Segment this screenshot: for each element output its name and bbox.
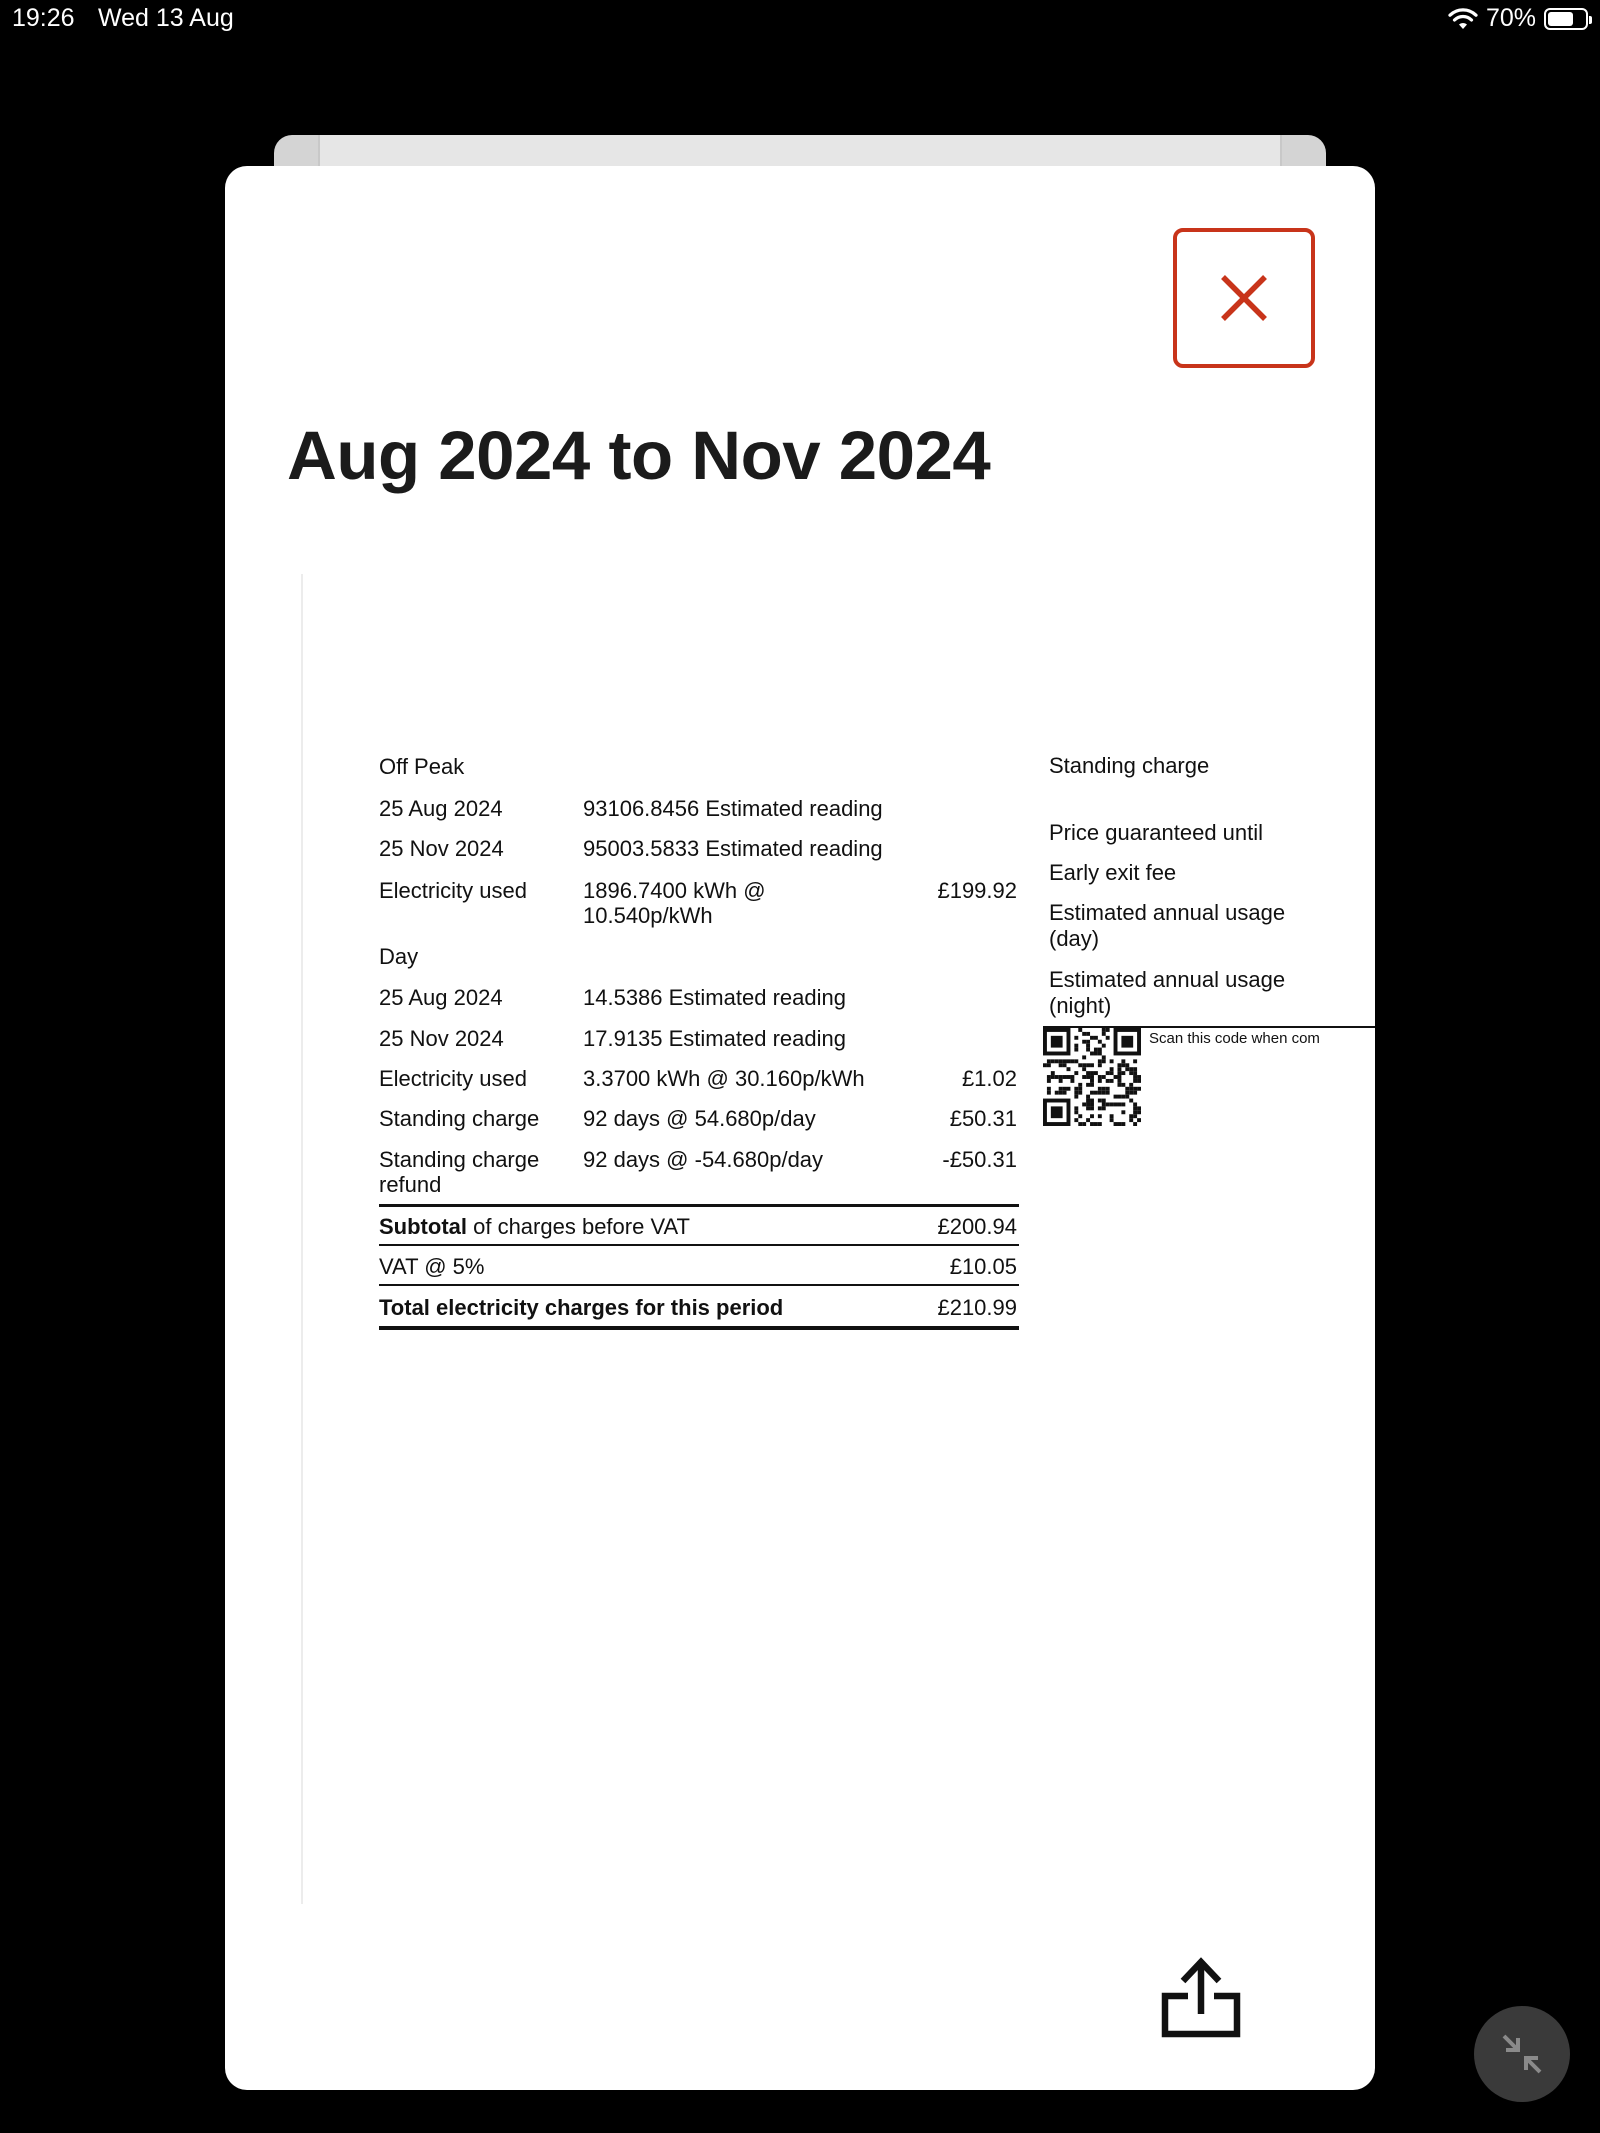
off-peak-usage-amount: £199.92 <box>937 878 1017 903</box>
subtotal-label: Subtotal of charges before VAT <box>379 1214 690 1239</box>
day-reading2-detail: 17.9135 Estimated reading <box>583 1026 846 1051</box>
wifi-icon <box>1448 7 1478 31</box>
day-usage-amount: £1.02 <box>961 1066 1017 1091</box>
day-reading2-date: 25 Nov 2024 <box>379 1026 504 1051</box>
total-amount: £210.99 <box>937 1295 1017 1320</box>
battery-icon <box>1544 8 1588 30</box>
divider <box>379 1326 1019 1330</box>
day-reading1-detail: 14.5386 Estimated reading <box>583 985 846 1010</box>
day-reading1-date: 25 Aug 2024 <box>379 985 503 1010</box>
subtotal-amount: £200.94 <box>937 1214 1017 1239</box>
side-annual-day-1: Estimated annual usage <box>1049 900 1286 925</box>
qr-caption: Scan this code when com <box>1149 1030 1320 1047</box>
status-indicators <box>1448 4 1588 33</box>
standing-refund-label-1: Standing charge <box>379 1147 540 1172</box>
day-usage-detail: 3.3700 kWh @ 30.160p/kWh <box>583 1066 865 1091</box>
divider <box>379 1244 1019 1246</box>
status-time: 19:26 <box>12 4 75 32</box>
off-peak-usage-label: Electricity used <box>379 878 527 903</box>
off-peak-reading2-detail: 95003.5833 Estimated reading <box>583 836 883 861</box>
standing-refund-detail: 92 days @ -54.680p/day <box>583 1147 824 1172</box>
off-peak-reading2-date: 25 Nov 2024 <box>379 836 504 861</box>
standing-charge-detail: 92 days @ 54.680p/day <box>583 1106 816 1131</box>
share-button[interactable] <box>1160 1956 1242 2038</box>
status-date: Wed 13 Aug <box>98 4 234 32</box>
bill-document[interactable] <box>301 574 1375 1904</box>
divider <box>379 1204 1019 1207</box>
off-peak-reading1-date: 25 Aug 2024 <box>379 796 503 821</box>
side-annual-day-2: (day) <box>1049 926 1100 951</box>
off-peak-reading1-detail: 93106.8456 Estimated reading <box>583 796 883 821</box>
standing-refund-label-2: refund <box>379 1172 442 1197</box>
page-title: Aug 2024 to Nov 2024 <box>287 417 991 494</box>
standing-charge-amount: £50.31 <box>949 1106 1017 1131</box>
standing-refund-amount: -£50.31 <box>942 1147 1017 1172</box>
side-annual-night-2: (night) <box>1049 993 1112 1018</box>
side-price-guaranteed: Price guaranteed until <box>1049 820 1264 845</box>
side-annual-night-1: Estimated annual usage <box>1049 967 1286 992</box>
battery-percent: 70% <box>1485 4 1536 32</box>
bill-modal <box>225 166 1375 2090</box>
day-usage-label: Electricity used <box>379 1066 527 1091</box>
close-icon <box>1218 272 1270 324</box>
off-peak-usage-detail-2: 10.540p/kWh <box>583 903 713 928</box>
collapse-icon <box>1498 2030 1546 2078</box>
total-label: Total electricity charges for this period <box>379 1295 784 1320</box>
off-peak-usage-detail-1: 1896.7400 kWh @ <box>583 878 766 903</box>
side-standing-charge: Standing charge <box>1049 753 1210 778</box>
status-bar <box>0 0 1600 40</box>
share-icon <box>1160 1956 1242 2038</box>
vat-label: VAT @ 5% <box>379 1254 485 1279</box>
divider <box>379 1284 1019 1286</box>
vat-amount: £10.05 <box>949 1254 1017 1279</box>
close-button[interactable] <box>1173 228 1315 368</box>
day-heading: Day <box>379 944 419 969</box>
standing-charge-label: Standing charge <box>379 1106 540 1131</box>
side-early-exit: Early exit fee <box>1049 860 1177 885</box>
qr-code <box>1043 1028 1141 1126</box>
off-peak-heading: Off Peak <box>379 754 465 779</box>
collapse-button[interactable] <box>1474 2006 1570 2102</box>
